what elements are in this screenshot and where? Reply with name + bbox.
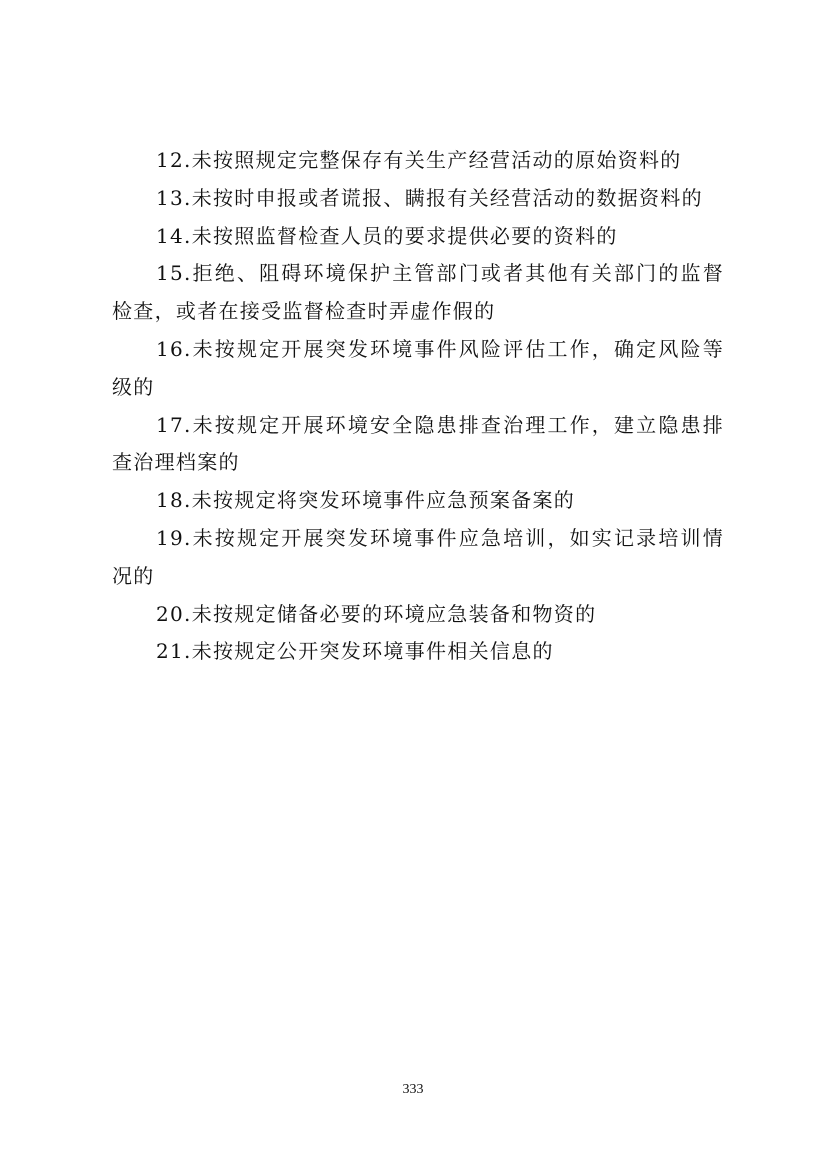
list-item: 19.未按规定开展突发环境事件应急培训，如实记录培训情况的 <box>112 525 724 588</box>
list-item: 14.未按照监督检查人员的要求提供必要的资料的 <box>156 223 618 248</box>
page-number: 333 <box>402 1082 424 1097</box>
list-item: 21.未按规定公开突发环境事件相关信息的 <box>156 639 554 664</box>
list-item: 18.未按规定将突发环境事件应急预案备案的 <box>156 488 576 513</box>
document-body <box>112 142 724 671</box>
list-item: 15.拒绝、阻碍环境保护主管部门或者其他有关部门的监督检查，或者在接受监督检查时弄虚作假的 <box>112 261 724 324</box>
list-item: 13.未按时申报或者谎报、瞒报有关经营活动的数据资料的 <box>156 185 703 210</box>
list-item: 12.未按照规定完整保存有关生产经营活动的原始资料的 <box>156 148 682 172</box>
list-item: 16.未按规定开展突发环境事件风险评估工作，确定风险等级的 <box>112 336 724 399</box>
list-item: 17.未按规定开展环境安全隐患排查治理工作，建立隐患排查治理档案的 <box>112 412 724 475</box>
list-item: 20.未按规定储备必要的环境应急装备和物资的 <box>156 601 597 626</box>
